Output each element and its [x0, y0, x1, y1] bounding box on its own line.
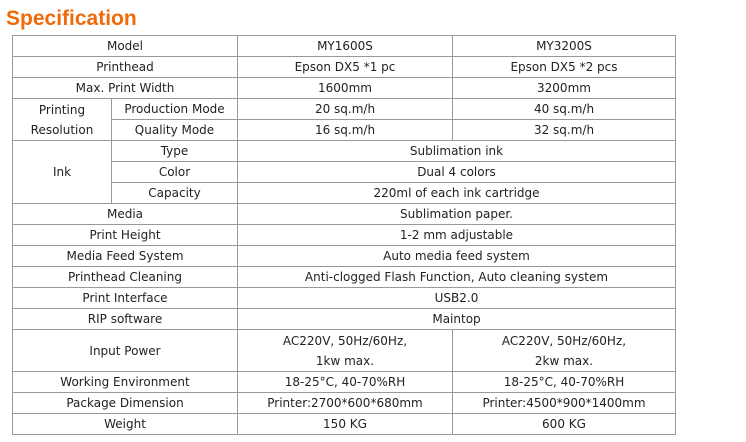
- quality-mode-b-value: 32 sq.m/h: [453, 120, 676, 141]
- production-mode-a-value: 20 sq.m/h: [238, 99, 453, 120]
- sub-label-ink-capacity: Capacity: [112, 183, 238, 204]
- table-row-print-height: [13, 225, 676, 246]
- row-label-ink: Ink: [13, 141, 112, 204]
- production-mode-b-value: 40 sq.m/h: [453, 99, 676, 120]
- printing-resolution-label-line1: Printing: [38, 102, 86, 117]
- working-environment-b-value: 18-25°C, 40-70%RH: [453, 372, 676, 393]
- input-power-a-value: [238, 330, 453, 372]
- input-power-a-line2: 1kw max.: [315, 353, 375, 368]
- table-row-ink-capacity: [13, 183, 676, 204]
- row-label-print-interface: Print Interface: [13, 288, 238, 309]
- media-value: Sublimation paper.: [238, 204, 676, 225]
- working-environment-a-value: 18-25°C, 40-70%RH: [238, 372, 453, 393]
- weight-a-value: 150 KG: [238, 414, 453, 435]
- print-interface-value: USB2.0: [238, 288, 676, 309]
- table-row-printhead: [13, 57, 676, 78]
- table-row-package-dimension: [13, 393, 676, 414]
- row-label-printhead-cleaning: Printhead Cleaning: [13, 267, 238, 288]
- row-label-input-power: Input Power: [13, 330, 238, 372]
- row-label-model: Model: [13, 36, 238, 57]
- input-power-b-line2: 2kw max.: [534, 353, 594, 368]
- table-row-input-power: [13, 330, 676, 372]
- row-label-printhead: Printhead: [13, 57, 238, 78]
- specification-table: [12, 35, 676, 435]
- table-row-working-environment: [13, 372, 676, 393]
- rip-software-value: Maintop: [238, 309, 676, 330]
- table-row-ink-type: [13, 141, 676, 162]
- row-label-working-environment: Working Environment: [13, 372, 238, 393]
- input-power-b-value: [453, 330, 676, 372]
- quality-mode-a-value: 16 sq.m/h: [238, 120, 453, 141]
- row-label-rip-software: RIP software: [13, 309, 238, 330]
- table-row-media-feed-system: [13, 246, 676, 267]
- table-row-printhead-cleaning: [13, 267, 676, 288]
- printhead-a-value: Epson DX5 *1 pc: [238, 57, 453, 78]
- table-row-weight: [13, 414, 676, 435]
- table-row-print-interface: [13, 288, 676, 309]
- print-height-value: 1-2 mm adjustable: [238, 225, 676, 246]
- table-row-quality-mode: [13, 120, 676, 141]
- row-label-max-print-width: Max. Print Width: [13, 78, 238, 99]
- row-label-printing-resolution: [13, 99, 112, 141]
- row-label-media: Media: [13, 204, 238, 225]
- sub-label-production-mode: Production Mode: [112, 99, 238, 120]
- ink-type-value: Sublimation ink: [238, 141, 676, 162]
- model-a-name: MY1600S: [238, 36, 453, 57]
- input-power-b-line1: AC220V, 50Hz/60Hz,: [501, 333, 627, 348]
- media-feed-system-value: Auto media feed system: [238, 246, 676, 267]
- table-row-model: [13, 36, 676, 57]
- table-row-production-mode: [13, 99, 676, 120]
- row-label-media-feed-system: Media Feed System: [13, 246, 238, 267]
- ink-color-value: Dual 4 colors: [238, 162, 676, 183]
- printhead-b-value: Epson DX5 *2 pcs: [453, 57, 676, 78]
- table-row-media: [13, 204, 676, 225]
- table-row-max-print-width: [13, 78, 676, 99]
- ink-capacity-value: 220ml of each ink cartridge: [238, 183, 676, 204]
- max-width-b-value: 3200mm: [453, 78, 676, 99]
- row-label-package-dimension: Package Dimension: [13, 393, 238, 414]
- max-width-a-value: 1600mm: [238, 78, 453, 99]
- printing-resolution-label-line2: Resolution: [30, 122, 94, 137]
- row-label-print-height: Print Height: [13, 225, 238, 246]
- table-row-rip-software: [13, 309, 676, 330]
- weight-b-value: 600 KG: [453, 414, 676, 435]
- table-row-ink-color: [13, 162, 676, 183]
- package-dimension-a-value: Printer:2700*600*680mm: [238, 393, 453, 414]
- model-b-name: MY3200S: [453, 36, 676, 57]
- printhead-cleaning-value: Anti-clogged Flash Function, Auto cleaning system: [238, 267, 676, 288]
- page-title: Specification: [6, 7, 137, 30]
- row-label-weight: Weight: [13, 414, 238, 435]
- sub-label-ink-color: Color: [112, 162, 238, 183]
- sub-label-ink-type: Type: [112, 141, 238, 162]
- sub-label-quality-mode: Quality Mode: [112, 120, 238, 141]
- input-power-a-line1: AC220V, 50Hz/60Hz,: [282, 333, 408, 348]
- package-dimension-b-value: Printer:4500*900*1400mm: [453, 393, 676, 414]
